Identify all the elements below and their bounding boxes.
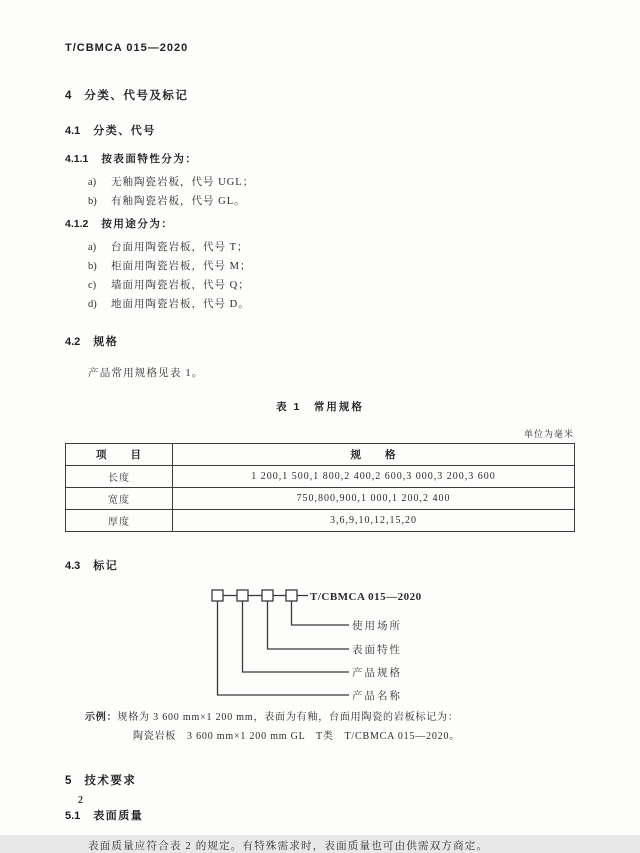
example-label: 示例： bbox=[85, 712, 118, 723]
list-item-letter: b) bbox=[88, 261, 97, 272]
table1-caption: 表 1 常用规格 bbox=[276, 401, 364, 413]
list-item-text: 台面用陶瓷岩板，代号 T； bbox=[111, 242, 249, 253]
heading-4-title: 分类、代号及标记 bbox=[84, 90, 189, 102]
table-header-item: 项 目 bbox=[66, 444, 173, 466]
list-item bbox=[88, 173, 575, 192]
list-item-text: 无釉陶瓷岩板，代号 UGL； bbox=[111, 177, 255, 188]
marking-box-2 bbox=[237, 590, 248, 601]
heading-5 bbox=[65, 772, 575, 788]
list-item bbox=[88, 295, 575, 314]
spec-intro-paragraph: 产品常用规格见表 1。 bbox=[88, 368, 204, 379]
list-item bbox=[88, 238, 575, 257]
standard-number-header: T/CBMCA 015—2020 bbox=[65, 42, 189, 54]
list-item bbox=[88, 257, 575, 276]
marking-label-usage: 使用场所 bbox=[352, 621, 402, 632]
marking-diagram-svg bbox=[211, 587, 421, 705]
heading-4-1-1-number: 4.1.1 bbox=[65, 153, 89, 165]
list-item bbox=[88, 276, 575, 295]
marking-standard-ref: T/CBMCA 015—2020 bbox=[310, 591, 422, 603]
list-item bbox=[88, 192, 575, 211]
list-item-letter: a) bbox=[88, 242, 97, 253]
heading-4-2-title: 规格 bbox=[93, 336, 119, 348]
example-marking-line: 陶瓷岩板 3 600 mm×1 200 mm GL T类 T/CBMCA 015—2020。 bbox=[133, 731, 461, 742]
heading-4-1-2-number: 4.1.2 bbox=[65, 218, 89, 230]
table1-unit-note: 单位为毫米 bbox=[523, 429, 574, 439]
heading-5-1-title: 表面质量 bbox=[93, 810, 144, 822]
table-cell-spec: 750,800,900,1 000,1 200,2 400 bbox=[173, 488, 575, 510]
classification-list-surface bbox=[65, 173, 575, 211]
list-item-text: 地面用陶瓷岩板，代号 D。 bbox=[111, 299, 250, 310]
classification-list-usage bbox=[65, 238, 575, 314]
heading-4 bbox=[65, 87, 575, 103]
table-cell-item: 厚度 bbox=[66, 510, 173, 532]
list-item-letter: b) bbox=[88, 196, 97, 207]
list-item-letter: a) bbox=[88, 177, 97, 188]
heading-5-1 bbox=[65, 807, 575, 823]
leader-line-size bbox=[243, 601, 350, 672]
table-cell-spec: 3,6,9,10,12,15,20 bbox=[173, 510, 575, 532]
table-row bbox=[66, 488, 575, 510]
heading-4-1-1-title: 按表面特性分为： bbox=[101, 153, 198, 165]
table-cell-item: 宽度 bbox=[66, 488, 173, 510]
table-cell-item: 长度 bbox=[66, 466, 173, 488]
heading-4-1-1 bbox=[65, 151, 575, 166]
heading-4-2 bbox=[65, 333, 575, 349]
marking-label-surface: 表面特性 bbox=[352, 645, 402, 656]
heading-4-3-number: 4.3 bbox=[65, 560, 81, 572]
heading-4-2-number: 4.2 bbox=[65, 336, 81, 348]
marking-box-4 bbox=[286, 590, 297, 601]
list-item-text: 有釉陶瓷岩板，代号 GL。 bbox=[111, 196, 246, 207]
heading-4-1-title: 分类、代号 bbox=[93, 125, 156, 137]
page-number: 2 bbox=[78, 795, 83, 806]
list-item-letter: c) bbox=[88, 280, 97, 291]
table-row bbox=[66, 510, 575, 532]
leader-line-usage bbox=[292, 601, 350, 625]
example-intro-line bbox=[85, 708, 575, 727]
heading-4-number: 4 bbox=[65, 90, 72, 102]
marking-diagram bbox=[211, 587, 575, 707]
table-header-row bbox=[66, 444, 575, 466]
marking-example bbox=[65, 708, 575, 746]
list-item-text: 柜面用陶瓷岩板，代号 M； bbox=[111, 261, 252, 272]
leader-line-name bbox=[218, 601, 350, 695]
table-cell-spec: 1 200,1 500,1 800,2 400,2 600,3 000,3 200,3 600 bbox=[173, 466, 575, 488]
heading-5-title: 技术要求 bbox=[84, 775, 137, 787]
marking-label-size: 产品规格 bbox=[352, 668, 402, 679]
heading-4-1-number: 4.1 bbox=[65, 125, 81, 137]
table-row bbox=[66, 466, 575, 488]
heading-5-number: 5 bbox=[65, 775, 72, 787]
table-header-spec: 规 格 bbox=[173, 444, 575, 466]
example-intro-text: 规格为 3 600 mm×1 200 mm，表面为有釉，台面用陶瓷的岩板标记为： bbox=[117, 712, 459, 723]
heading-4-3-title: 标记 bbox=[93, 560, 119, 572]
heading-4-3 bbox=[65, 557, 575, 573]
list-item-letter: d) bbox=[88, 299, 97, 310]
list-item-text: 墙面用陶瓷岩板，代号 Q； bbox=[111, 280, 250, 291]
heading-4-1 bbox=[65, 122, 575, 138]
marking-box-3 bbox=[262, 590, 273, 601]
heading-4-1-2 bbox=[65, 216, 575, 231]
heading-4-1-2-title: 按用途分为： bbox=[101, 218, 174, 230]
marking-label-name: 产品名称 bbox=[352, 691, 402, 702]
surface-quality-paragraph: 表面质量应符合表 2 的规定。有特殊需求时，表面质量也可由供需双方商定。 bbox=[88, 841, 489, 852]
marking-box-1 bbox=[212, 590, 223, 601]
heading-5-1-number: 5.1 bbox=[65, 810, 81, 822]
spec-table bbox=[65, 443, 575, 532]
